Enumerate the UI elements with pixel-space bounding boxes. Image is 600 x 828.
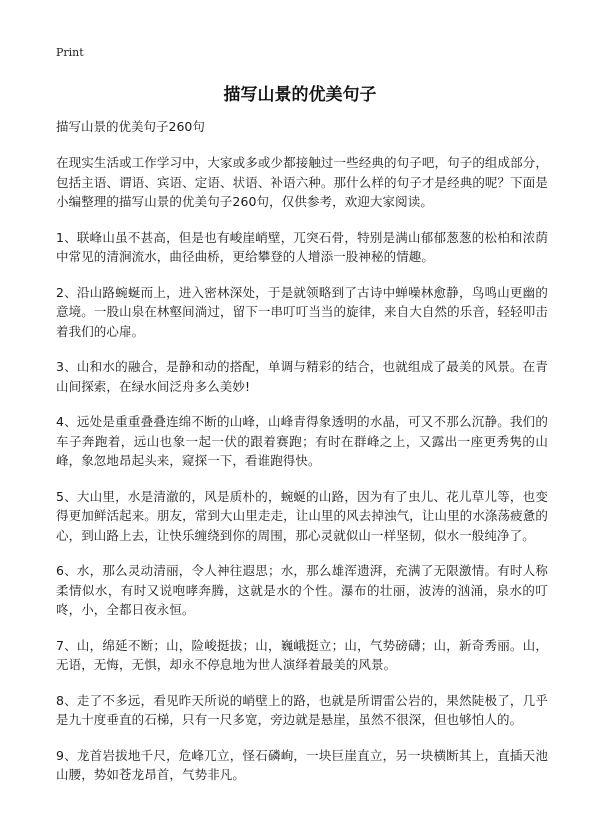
article-body — [56, 117, 548, 801]
page-title: 描写山景的优美句子 — [223, 85, 377, 105]
paragraph-2: 2、沿山路蜿蜒而上，进入密林深处，于是就领略到了古诗中蝉噪林愈静，鸟鸣山更幽的意境。一股山泉在林壑间淌过，留下一串叮叮当当的旋律，来自大自然的乐音，轻轻叩击着我们的心扉。 — [56, 284, 548, 339]
paragraph-6: 6、水，那么灵动清丽，令人神往遐思；水，那么雄浑遗湃，充满了无限激情。有时人称柔情似水，有时又说咆哮奔腾，这就是水的个性。瀑布的壮丽，波涛的汹涌，泉水的叮咚，小，全都日夜永恒。 — [56, 563, 548, 617]
paragraph-5: 5、大山里，水是清澈的，风是质朴的，蜿蜒的山路，因为有了虫儿、花儿草儿等，也变得更加鲜活起来。朋友，常到大山里走走，让山里的风去掉浊气，让山里的水涤荡疲惫的心，到山路上去，让快乐缠绕到你的周围，那心灵就似山一样坚韧，似水一般纯净了。 — [56, 488, 548, 543]
paragraph-intro: 在现实生活或工作学习中，大家或多或少都接触过一些经典的句子吧，句子的组成部分，包括主语、谓语、宾语、定语、状语、补语六种。那什么样的句子才是经典的呢？下面是小编整理的描写山景的优美句子260句，仅供参考，欢迎大家阅读。 — [56, 155, 548, 209]
paragraph-7: 7、山，绵延不断；山，险峻挺拔；山，巍峨挺立；山，气势磅礴；山，新奇秀丽。山，无语，无悔，无惧，却永不停息地为世人演绎着最美的风景。 — [56, 637, 548, 672]
paragraph-1: 1、联峰山虽不甚高，但是也有峻崖峭壁，兀突石骨，特别是满山郁郁葱葱的松柏和浓荫中常见的清涧流水，曲径曲桥，更给攀登的人增添一股神秘的情趣。 — [56, 229, 548, 264]
print-link[interactable]: Print — [56, 46, 84, 59]
paragraph-3: 3、山和水的融合，是静和动的搭配，单调与精彩的结合，也就组成了最美的风景。在青山间探索，在绿水间泛舟多么美妙! — [56, 359, 548, 394]
article-subtitle: 描写山景的优美句子260句 — [56, 119, 205, 134]
paragraph-8: 8、走了不多远，看见昨天所说的峭壁上的路，也就是所谓雷公岩的，果然陡极了，几乎是九十度垂直的石梯，只有一尺多宽，旁边就是悬崖，虽然不很深，但也够怕人的。 — [56, 692, 548, 727]
paragraph-9: 9、龙首岩拔地千尺，危峰兀立，怪石磷峋，一块巨崖直立，另一块横断其上，直插天池山腰，势如苍龙昂首，气势非凡。 — [56, 747, 548, 782]
paragraph-4: 4、远处是重重叠叠连绵不断的山峰，山峰青得象透明的水晶，可又不那么沉静。我们的车子奔跑着，远山也象一起一伏的跟着赛跑；有时在群峰之上，又露出一座更秀隽的山峰，象忽地昂起头来，窥探一下，看谁跑得快。 — [56, 414, 548, 468]
